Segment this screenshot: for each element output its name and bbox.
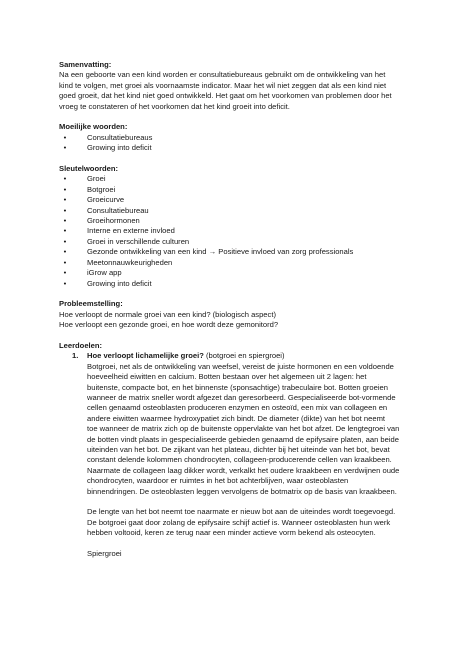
list-item <box>59 237 420 247</box>
paragraph-line: constant delende kolommen chondrocyten, collageen-producerende cellen van kraakbeen. <box>87 455 392 465</box>
learning-goals-heading: Leerdoelen: <box>59 340 103 350</box>
list-item <box>59 174 420 184</box>
paragraph-line: Botgroei, net als de ontwikkeling van weefsel, vereist de juiste hormonen en een voldoende <box>87 361 394 371</box>
learning-goal-paragraph <box>87 549 420 559</box>
summary-line: kind te volgen, met groei als voornaamste indicator. Maar het wil niet zeggen dat als een kind niet <box>59 80 387 90</box>
learning-goal-paragraph <box>87 507 420 538</box>
paragraph-line: buitenste, compacte bot, en het binnenste (sponsachtige) trabeculaire bot. Botten groeien <box>87 382 388 392</box>
learning-goal-title: Hoe verloopt lichamelijke groei? <box>87 351 204 361</box>
list-item <box>59 133 420 143</box>
problem-statement-heading: Probleemstelling: <box>59 299 123 309</box>
paragraph-line: andere eiwitten waarmee hydroxypatiet zich bindt. De diameter (dikte) van het bot neemt <box>87 413 385 423</box>
bullet-icon: • <box>63 278 67 288</box>
difficult-words-heading: Moeilijke woorden: <box>59 122 128 132</box>
learning-goal-paragraph <box>87 362 420 497</box>
paragraph-line: chondrocyten, waardoor er ruimtes in het bot achterblijven, waar osteoblasten <box>87 476 349 486</box>
list-item-text: iGrow app <box>87 268 122 278</box>
paragraph-line: hebben voltooid, keren ze terug naar een minder actieve vorm bekend als osteocyten. <box>87 528 376 538</box>
list-item-text: Gezonde ontwikkeling van een kind → Positieve invloed van zorg professionals <box>87 247 354 257</box>
list-item <box>59 143 420 153</box>
summary-section <box>59 60 420 112</box>
list-item-text: Groeicurve <box>87 195 125 205</box>
difficult-words-list <box>59 133 420 154</box>
list-item-text: Consultatiebureaus <box>87 132 153 142</box>
list-item <box>59 268 420 278</box>
list-item-text: Growing into deficit <box>87 143 152 153</box>
list-item-text: Meetonnauwkeurigheden <box>87 257 173 267</box>
list-item-text: Groeihormonen <box>87 216 140 226</box>
list-item <box>59 206 420 216</box>
bullet-icon: • <box>63 257 67 267</box>
list-item-text: Botgroei <box>87 184 116 194</box>
bullet-icon: • <box>63 132 67 142</box>
summary-heading: Samenvatting: <box>59 60 112 69</box>
keywords-heading: Sleutelwoorden: <box>59 164 119 174</box>
paragraph-line: De botgroei gaat door zolang de epifysaire schijf actief is. Wanneer osteoblasten hun werk <box>87 517 391 527</box>
learning-goal-title-suffix: (botgroei en spiergroei) <box>203 351 285 361</box>
learning-goals-list <box>59 351 420 559</box>
paragraph-line: Spiergroei <box>87 549 122 558</box>
paragraph-line: cellen genaamd osteoblasten produceren enzymen en osteoïd, een mix van collageen en <box>87 403 388 413</box>
bullet-icon: • <box>63 268 67 278</box>
bullet-icon: • <box>63 184 67 194</box>
learning-goal-number: 1. <box>72 351 79 361</box>
keywords-list <box>59 174 420 288</box>
list-item <box>59 279 420 289</box>
problem-statement-line: Hoe verloopt een gezonde groei, en hoe wordt deze gemonitord? <box>59 320 279 330</box>
list-item-text: Groei in verschillende culturen <box>87 236 190 246</box>
learning-goal-title-line <box>87 351 420 361</box>
list-item <box>59 185 420 195</box>
paragraph-line: uiteinden van het bot. De zijkant van het plateau, dichter bij het uiteinde van het bot, bevat <box>87 444 390 454</box>
paragraph-line: hoeveelheid eiwitten en calcium. Botten bestaan over het algemeen uit 2 lagen: het <box>87 372 367 382</box>
bullet-icon: • <box>63 226 67 236</box>
bullet-icon: • <box>63 195 67 205</box>
bullet-icon: • <box>63 247 67 257</box>
learning-goals-section <box>59 341 420 560</box>
paragraph-line: wanneer de matrix sneller wordt afgezet dan geresorbeerd. Gespecialiseerde bot-vormende <box>87 392 396 402</box>
summary-line: vroeg te constateren of het voorkomen dat het kind groeit into deficit. <box>59 101 290 111</box>
bullet-icon: • <box>63 216 67 226</box>
learning-goal-item <box>59 351 420 559</box>
paragraph-line: De lengte van het bot neemt toe naarmate er nieuw bot aan de uiteindes wordt toegevoegd. <box>87 507 396 517</box>
list-item <box>59 216 420 226</box>
keywords-section <box>59 164 420 289</box>
list-item <box>59 247 420 257</box>
summary-line: goed groeit, dat het kind niet goed ontwikkeld. Het gaat om het voorkomen van problemen door het <box>59 91 392 101</box>
difficult-words-section <box>59 122 420 153</box>
problem-statement-section <box>59 299 420 330</box>
paragraph-line: de botten vindt plaats in gespecialiseerde gebieden genaamd de epifysaire platen, aan beide <box>87 434 399 444</box>
list-item-text: Groei <box>87 174 106 184</box>
bullet-icon: • <box>63 205 67 215</box>
list-item-text: Consultatiebureau <box>87 205 149 215</box>
list-item <box>59 226 420 236</box>
problem-statement-line: Hoe verloopt de normale groei van een kind? (biologisch aspect) <box>59 309 276 319</box>
list-item <box>59 258 420 268</box>
bullet-icon: • <box>63 143 67 153</box>
bullet-icon: • <box>63 174 67 184</box>
paragraph-line: toe wanneer de matrix zich op de buitenste oppervlakte van het bot afzet. De lengtegroei van <box>87 424 400 434</box>
summary-line: Na een geboorte van een kind worden er consultatiebureaus gebruikt om de ontwikkeling van het <box>59 70 386 80</box>
list-item-text: Growing into deficit <box>87 278 152 288</box>
paragraph-line: Naarmate de collageen laag dikker wordt, verkalkt het oudere kraakbeen en verdwijnen oude <box>87 465 400 475</box>
bullet-icon: • <box>63 236 67 246</box>
list-item <box>59 195 420 205</box>
list-item-text: Interne en externe invloed <box>87 226 175 236</box>
paragraph-line: binnendringen. De osteoblasten leggen vervolgens de botmatrix op de basis van kraakbeen. <box>87 486 397 496</box>
